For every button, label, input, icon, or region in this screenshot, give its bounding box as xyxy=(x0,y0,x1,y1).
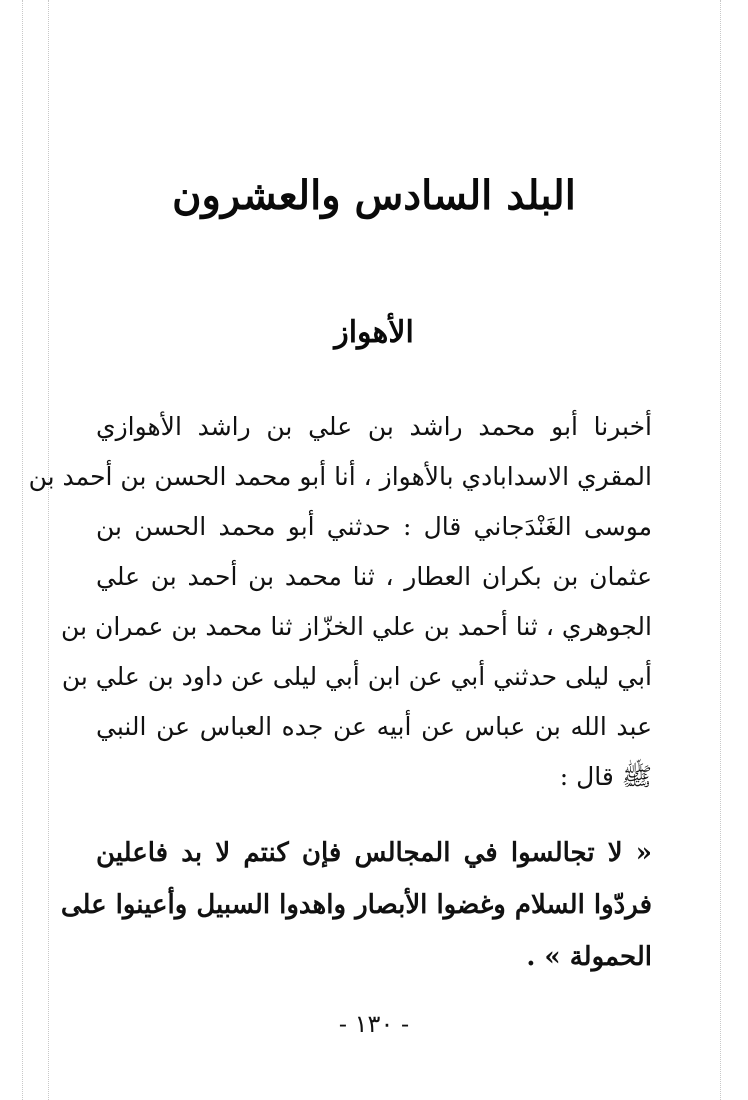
chapter-title: البلد السادس والعشرون xyxy=(172,172,576,219)
body-line: المقري الاسدابادي بالأهواز ، أنا أبو محمد الحسن بن أحمد بن xyxy=(28,462,652,491)
body-line: عبد الله بن عباس عن أبيه عن جده العباس عن النبي xyxy=(96,712,652,741)
body-line: عثمان بن بكران العطار ، ثنا محمد بن أحمد بن علي xyxy=(96,562,652,591)
scan-artifact-line xyxy=(720,0,721,1100)
quote-line: الحمولة » . xyxy=(526,942,652,972)
scan-artifact-line xyxy=(48,0,49,1100)
body-line: أخبرنا أبو محمد راشد بن علي بن راشد الأهوازي xyxy=(96,412,652,441)
body-line: ﷺ قال : xyxy=(559,762,652,791)
body-line: موسى الغَنْدَجاني قال : حدثني أبو محمد الحسن بن xyxy=(96,512,652,541)
hadith-quote xyxy=(60,827,652,983)
body-line: الجوهري ، ثنا أحمد بن علي الخزّاز ثنا محمد بن عمران بن xyxy=(61,612,652,641)
quote-line: « لا تجالسوا في المجالس فإن كنتم لا بد فاعلين xyxy=(96,838,652,868)
scan-artifact-line xyxy=(22,0,23,1100)
body-paragraph xyxy=(28,402,652,802)
body-line: أبي ليلى حدثني أبي عن ابن أبي ليلى عن داود بن علي بن xyxy=(61,662,652,691)
page-number: - ١٣٠ - xyxy=(338,1010,410,1038)
section-subtitle: الأهواز xyxy=(334,315,414,350)
quote-line: فردّوا السلام وغضوا الأبصار واهدوا السبيل وأعينوا على xyxy=(60,890,652,920)
